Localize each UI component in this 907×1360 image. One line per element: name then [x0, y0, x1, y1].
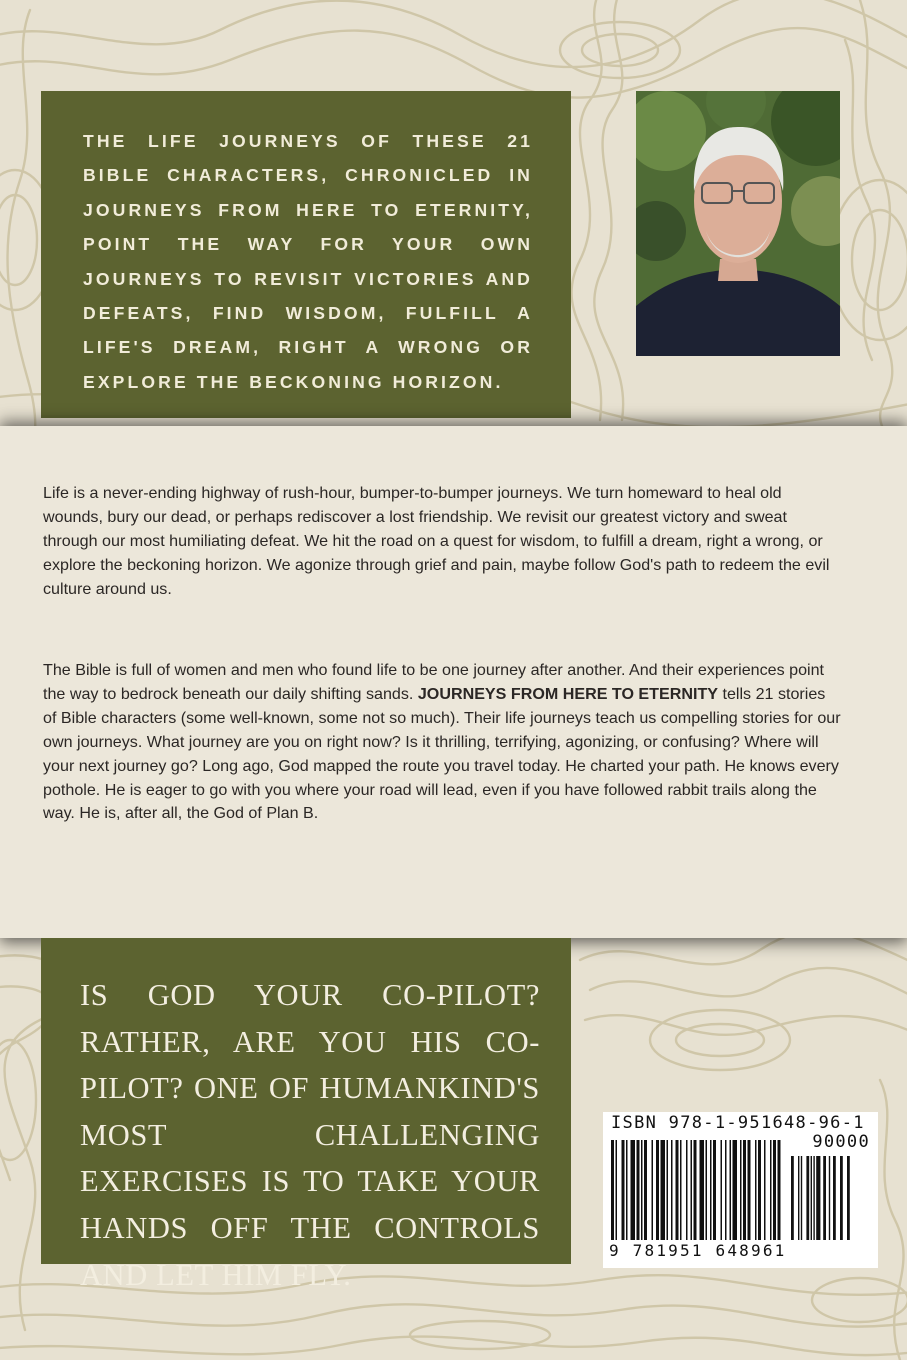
barcode-bar	[626, 1140, 628, 1240]
author-photo	[636, 91, 840, 356]
barcode-bar	[764, 1140, 766, 1240]
barcode-addon-bar	[806, 1156, 809, 1240]
barcode-bar	[710, 1140, 712, 1240]
barcode-bar	[611, 1140, 614, 1240]
blurb-panel	[41, 91, 571, 418]
barcode-bar	[743, 1140, 746, 1240]
barcode-bar	[676, 1140, 679, 1240]
barcode-bar	[700, 1140, 705, 1240]
description-paragraph-2	[43, 659, 843, 826]
barcode-bar	[758, 1140, 761, 1240]
barcode-addon-bar	[813, 1156, 814, 1240]
barcode-bar	[778, 1140, 781, 1240]
barcode-addon-bar	[801, 1156, 802, 1240]
barcode-bar	[644, 1140, 647, 1240]
paragraph-2-intro: The Bible is full of women and men who found life to be one journey after another. And their experiences point the way to bedrock beneath our daily shifting sands.	[43, 661, 825, 703]
book-title-bold: JOURNEYS FROM HERE TO ETERNITY	[417, 684, 719, 703]
barcode-bar	[691, 1140, 693, 1240]
paragraph-2-body: tells 21 stories of Bible characters (some well-known, some not so much). Their life journeys teach us compelling stories for our own journeys. What journey are you on right now? Is it thrilling, terrifying, agonizing, or confusing? Where will your next journey go? Long ago, God mapped the route you travel today. He charted your path. He knows every pothole. He is eager to go with you where your road will lead, even if you have followed rabbit trails along the way. He is, after all, the God of Plan B.	[43, 684, 841, 823]
barcode-addon-bar	[798, 1156, 799, 1240]
barcode-bar	[694, 1140, 697, 1240]
barcode-bar	[637, 1140, 640, 1240]
barcode-addon-bar	[847, 1156, 850, 1240]
barcode-bar	[740, 1140, 742, 1240]
barcode-bar	[748, 1140, 751, 1240]
barcode-addon-bar	[811, 1156, 812, 1240]
barcode-bar	[686, 1140, 688, 1240]
quote-text: IS GOD YOUR CO-PILOT? RATHER, ARE YOU HIS CO-PILOT? ONE OF HUMANKIND'S MOST CHALLENGING EXERCISES IS TO TAKE YOUR HANDS OFF THE CONTROLS AND LET HIM FLY.	[80, 978, 540, 1292]
barcode-bar	[622, 1140, 625, 1240]
barcode-bar	[661, 1140, 666, 1240]
barcode-bar	[706, 1140, 708, 1240]
barcode-addon-bar	[829, 1156, 830, 1240]
isbn-barcode	[603, 1112, 878, 1268]
barcode-bar	[652, 1140, 654, 1240]
blurb-text: THE LIFE JOURNEYS OF THESE 21 BIBLE CHARACTERS, CHRONICLED IN JOURNEYS FROM HERE TO ETERNITY, POINT THE WAY FOR YOUR OWN JOURNEYS TO REVISIT VICTORIES AND DEFEATS, FIND WISDOM, FULFILL A LIFE'S DREAM, RIGHT A WRONG OR EXPLORE THE BECKONING HORIZON.	[83, 131, 533, 392]
description-band	[0, 426, 907, 938]
barcode-bar	[656, 1140, 659, 1240]
barcode-bar	[730, 1140, 732, 1240]
barcode-bar	[671, 1140, 673, 1240]
barcode-addon-bar	[823, 1156, 826, 1240]
barcode-bar	[713, 1140, 716, 1240]
barcode-bar	[667, 1140, 669, 1240]
price-code: 90000	[812, 1132, 870, 1152]
barcode-bar	[631, 1140, 636, 1240]
barcode-bar	[641, 1140, 643, 1240]
barcode-addon-bar	[791, 1156, 794, 1240]
barcode-bar	[755, 1140, 757, 1240]
barcode-bar	[680, 1140, 682, 1240]
description-paragraph-1: Life is a never-ending highway of rush-hour, bumper-to-bumper journeys. We turn homeward to heal old wounds, bury our dead, or perhaps rediscover a lost friendship. We revisit our greatest victory and sweat through our most humiliating defeat. We hit the road on a quest for wisdom, to fulfill a dream, right a wrong, or explore the beckoning horizon. We agonize through grief and pain, maybe follow God's path to redeem the evil culture around us.	[43, 484, 830, 598]
barcode-addon-bar	[816, 1156, 820, 1240]
author-portrait-icon	[636, 91, 840, 356]
barcode-bar	[733, 1140, 738, 1240]
barcode-bar	[770, 1140, 772, 1240]
barcode-addon-bar	[833, 1156, 836, 1240]
barcode-addon-bar	[840, 1156, 843, 1240]
barcode-bar	[773, 1140, 776, 1240]
barcode-bar	[725, 1140, 727, 1240]
barcode-bar	[721, 1140, 723, 1240]
barcode-bar	[616, 1140, 618, 1240]
quote-panel	[41, 938, 571, 1292]
isbn-label: ISBN 978-1-951648-96-1	[611, 1113, 865, 1133]
barcode-digits: 9 781951 648961	[609, 1241, 787, 1260]
